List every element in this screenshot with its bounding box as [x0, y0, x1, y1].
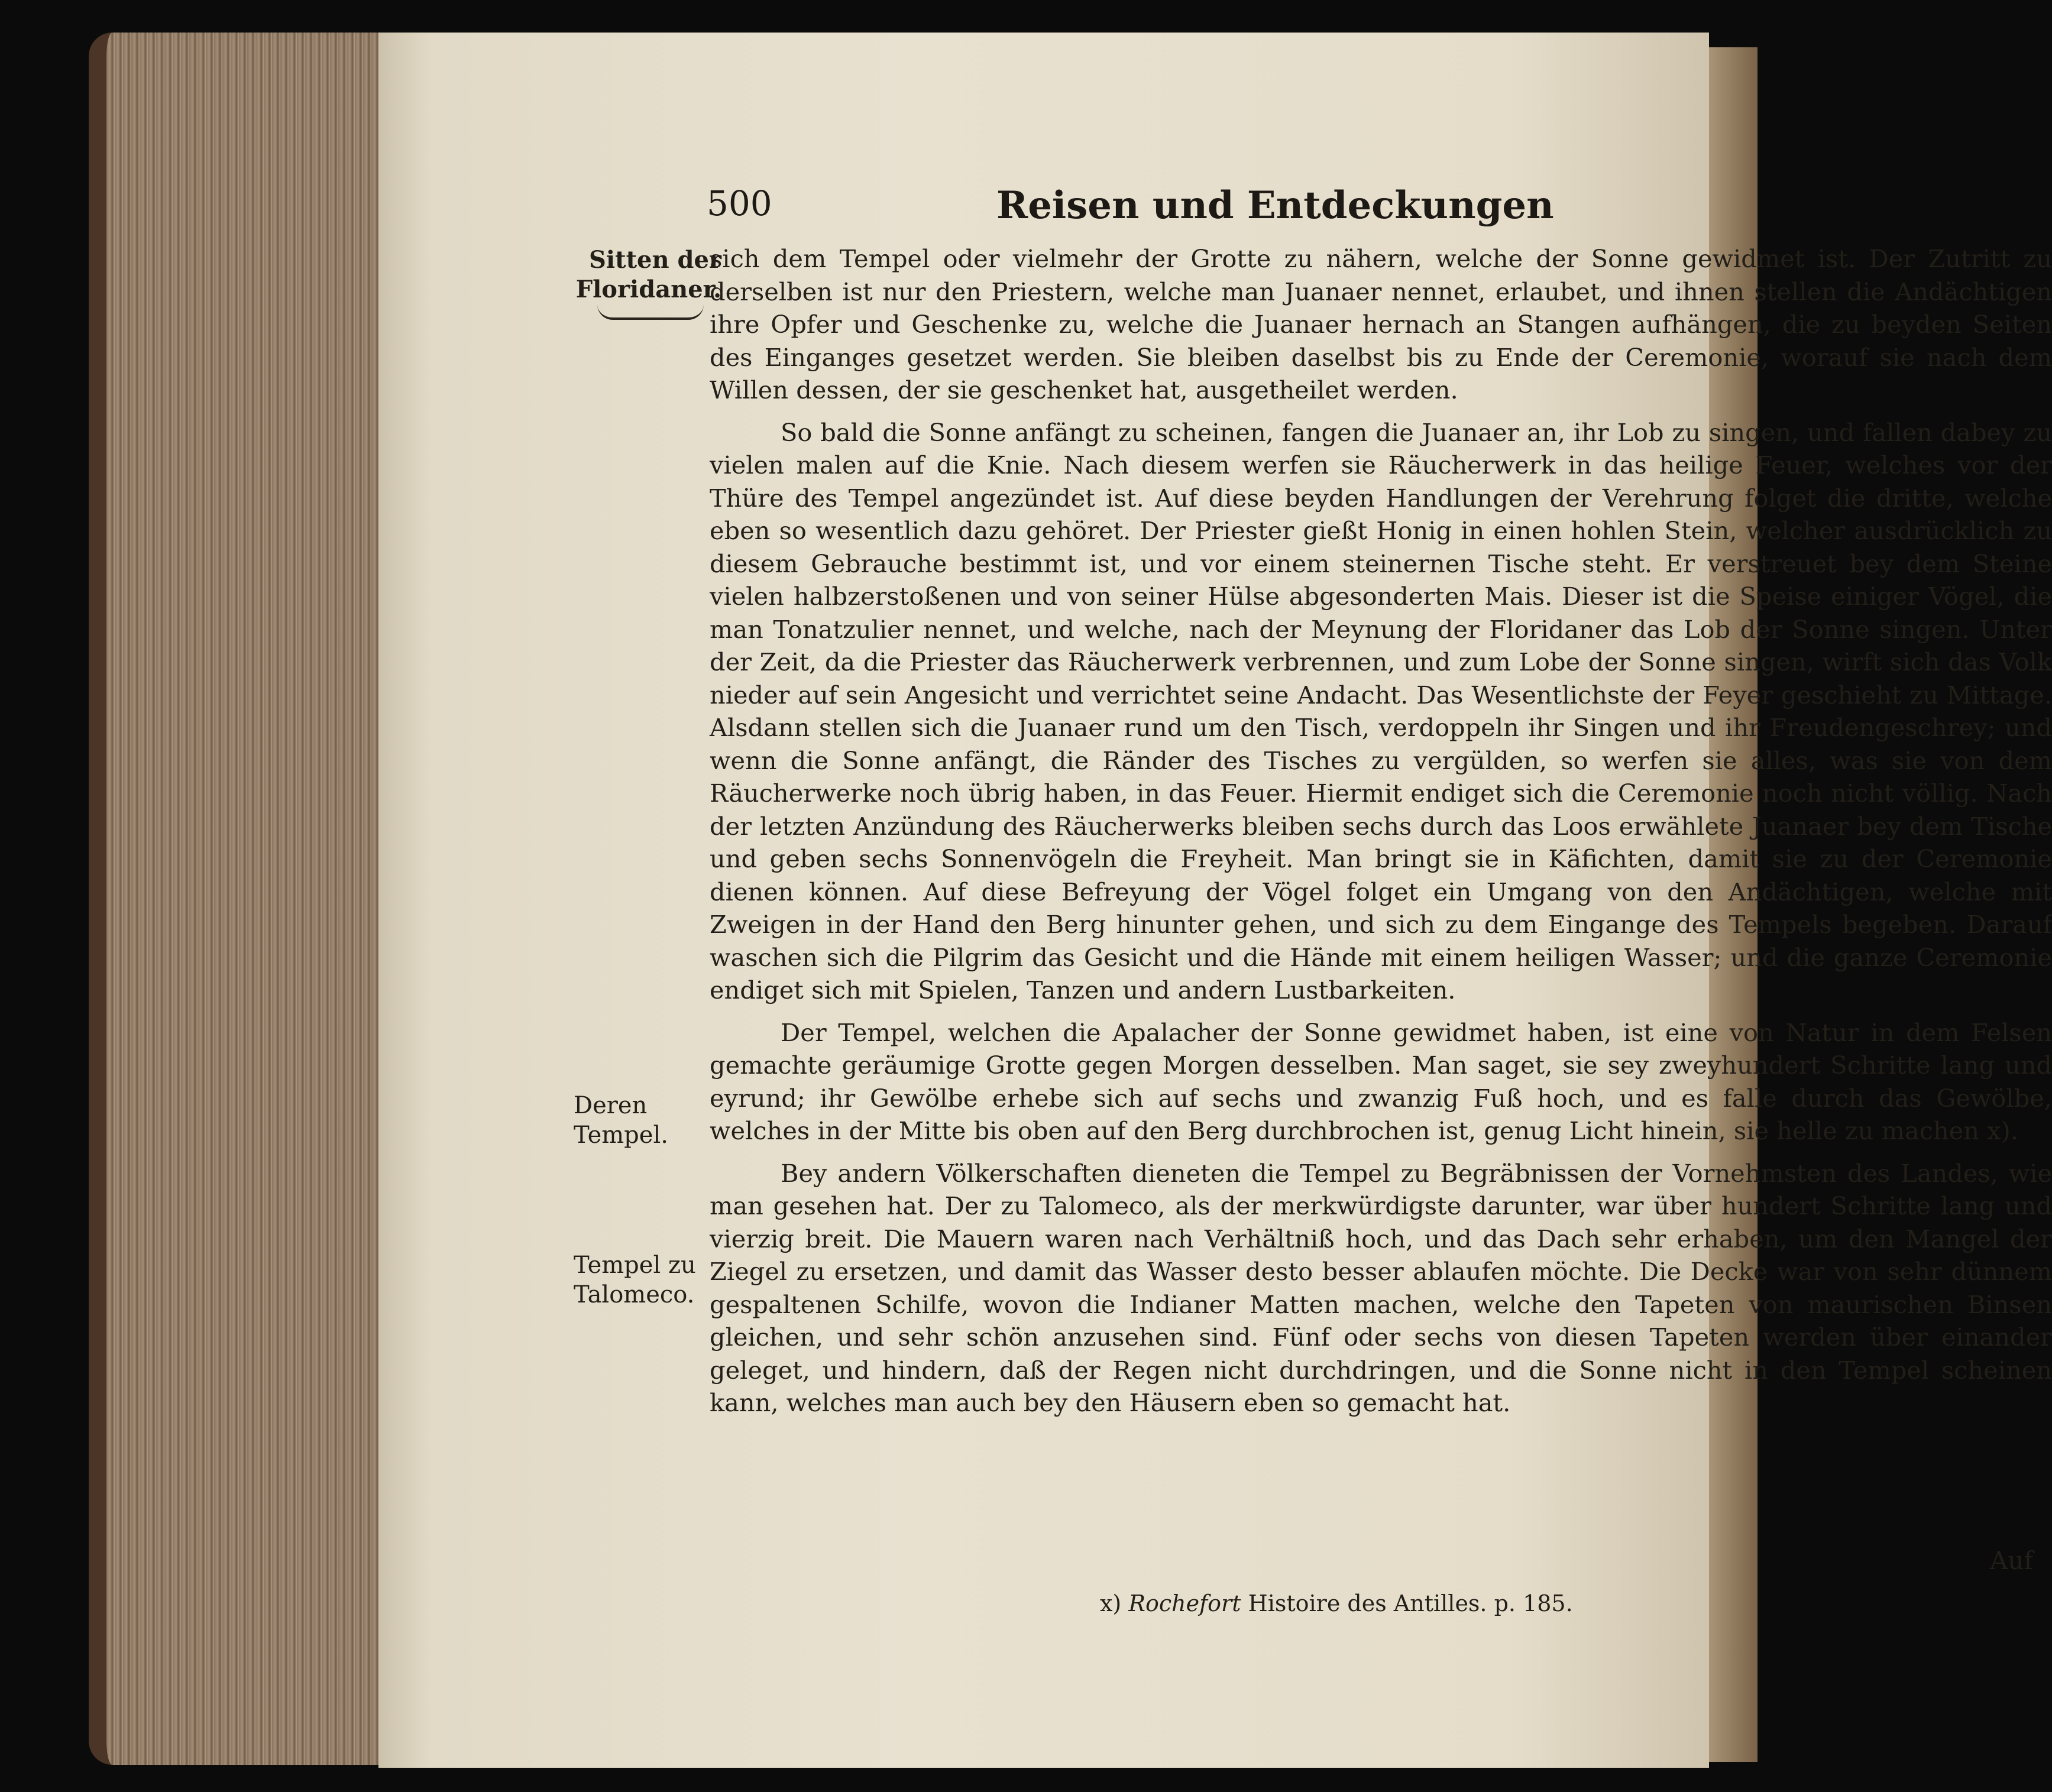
footnote-text: Histoire des Antilles. p. 185. [1248, 1590, 1573, 1616]
page-number: 500 [707, 183, 772, 223]
paragraph: Bey andern Völkerschaften dieneten die Tempel zu Begräbnissen der Vornehmsten des Landes, wie man gesehen hat. Der zu Talomeco, als der merkwürdigste darunter, war über hundert Schritte lang und vierzig breit. Die Mauern waren nach Verhältniß hoch, und das Dach sehr erhaben, um den Mangel der Ziegel zu ersetzen, und damit das Wasser desto besser ablaufen möchte. Die Decke war von sehr dünnem gespaltenen Schilfe, wovon die Indianer Matten machen, welche den Tapeten von maurischen Binsen gleichen, und sehr schön anzusehen sind. Fünf oder sechs von diesen Tapeten werden über einander geleget, und hindern, daß der Regen nicht durchdringen, und die Sonne nicht in den Tempel scheinen kann, welches man auch bey den Häusern eben so gemacht hat. [710, 1158, 2052, 1417]
marginal-note: Sitten der Floridaner. [575, 246, 721, 303]
paragraph: Der Tempel, welchen die Apalacher der Sonne gewidmet haben, ist eine von Natur in dem Felsen gemachte geräumige Grotte gegen Morgen desselben. Man saget, sie sey zweyhundert Schritte lang und eyrund; ihr Gewölbe erhebe sich auf sechs und zwanzig Fuß hoch, und es falle durch das Gewölbe, welches in der Mitte bis oben auf den Berg durchbrochen ist, genug Licht hinein, sie helle zu machen x). [710, 1017, 2052, 1145]
book-page [378, 33, 2052, 1768]
body-text [710, 242, 2052, 1420]
paragraph: sich dem Tempel oder vielmehr der Grotte zu nähern, welche der Sonne gewidmet ist. Der Zutritt zu derselben ist nur den Priestern, welche man Juanaer nennet, erlaubet, und ihnen stellen die Andächtigen ihre Opfer und Geschenke zu, welche die Juanaer hernach an Stangen aufhängen, die zu beyden Seiten des Einganges gesetzet werden. Sie bleiben daselbst bis zu Ende der Ceremonie, worauf sie nach dem Willen dessen, der sie geschenket hat, ausgetheilet werden. [710, 244, 2052, 404]
paragraph: So bald die Sonne anfängt zu scheinen, fangen die Juanaer an, ihr Lob zu singen, und fallen dabey zu vielen malen auf die Knie. Nach diesem werfen sie Räucherwerk in das heilige Feuer, welches vor der Thüre des Tempel angezündet ist. Auf diese beyden Handlungen der Verehrung folget die dritte, welche eben so wesentlich dazu gehöret. Der Priester gießt Honig in einen hohlen Stein, welcher ausdrücklich zu diesem Gebrauche bestimmt ist, und vor einem steinernen Tische steht. Er verstreuet bey dem Steine vielen halbzerstoßenen und von seiner Hülse abgesonderten Mais. Dieser ist die Speise einiger Vögel, die man Tonatzulier nennet, und welche, nach der Meynung der Floridaner das Lob der Sonne singen. Unter der Zeit, da die Priester das Räucherwerk verbrennen, und zum Lobe der Sonne singen, wirft sich das Volk nieder auf sein Angesicht und verrichtet seine Andacht. Das Wesentlichste der Feyer geschieht zu Mittage. Alsdann stellen sich die Juanaer rund um den Tisch, verdoppeln ihr Singen und ihr Freudengeschrey; und wenn die Sonne anfängt, die Ränder des Tisches zu vergülden, so werfen sie alles, was sie von dem Räucherwerke noch übrig haben, in das Feuer. Hiermit endiget sich die Ceremonie noch nicht völlig. Nach der letzten Anzündung des Räucherwerks bleiben sechs durch das Loos erwählete Juanaer bey dem Tische und geben sechs Sonnenvögeln die Freyheit. Man bringt sie in Käfichten, damit sie zu der Ceremonie dienen können. Auf diese Befreyung der Vögel folget ein Umgang von den Andächtigen, welche mit Zweigen in der Hand den Berg hinunter gehen, und sich zu dem Eingange des Tempels begeben. Darauf waschen sich die Pilgrim das Gesicht und die Hände mit einem heiligen Wasser; und die ganze Ceremonie endiget sich mit Spielen, Tanzen und andern Lustbarkeiten. [710, 417, 2052, 1004]
running-title: Reisen und Entdeckungen [996, 183, 1554, 228]
footnote-marker: x) [1100, 1590, 1122, 1616]
page-header [378, 183, 1709, 231]
marginal-note: Deren Tempel. [574, 1092, 668, 1149]
decorative-bracket [597, 304, 704, 320]
book-page-edges [89, 33, 402, 1765]
footnote-author: Rochefort [1128, 1590, 1241, 1616]
marginal-note: Tempel zu Talomeco. [574, 1252, 696, 1308]
footnote [1100, 1590, 1573, 1616]
catchword: Auf [1990, 1546, 2033, 1575]
